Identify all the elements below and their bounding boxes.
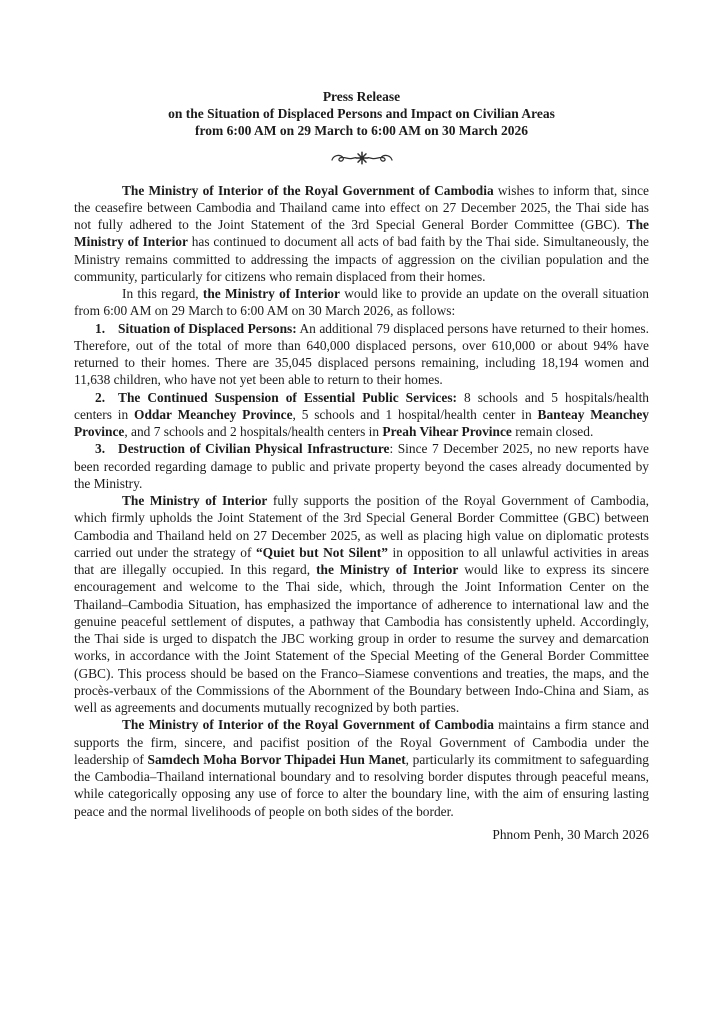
body-paragraph	[74, 492, 649, 716]
body-paragraph	[74, 182, 649, 286]
bold-text-run: Preah Vihear Province	[382, 424, 512, 440]
text-run: , 5 schools and 1 hospital/health center in	[292, 406, 538, 422]
text-run: fully supports the position of the Royal Government of Cambodia, which firmly upholds the Joint Statement of the 3rd Special General Border Committee (GBC) between Cambodia and Thailand held on 27 December 2025, as well as placing high value on diplomatic protests carried out under the strategy of	[74, 493, 649, 560]
text-run: wishes to inform that, since the ceasefire between Cambodia and Thailand came into effect on 27 December 2025, the Thai side has not fully adhered to the Joint Statement of the 3rd Special General Border Committee (GBC).	[74, 182, 649, 233]
title-line-2: on the Situation of Displaced Persons and Impact on Civilian Areas	[168, 106, 555, 122]
text-run: would like to provide an update on the overall situation from 6:00 AM on 29 March to 6:00 AM on 30 March 2026, as follows:	[74, 286, 649, 319]
text-run: An additional 79 displaced persons have returned to their homes. Therefore, out of the total of more than 640,000 displaced persons, over 610,000 or about 94% have returned to their homes. There are 35,045 displaced persons remaining, including 18,194 women and 11,638 children, who have not yet been able to return to their homes.	[74, 320, 649, 388]
text-run: in opposition to all unlawful activities in areas that are illegally occupied. In this regard,	[74, 544, 649, 578]
list-number: 1.	[95, 320, 106, 336]
dateline: Phnom Penh, 30 March 2026	[492, 826, 649, 842]
text-run: In this regard,	[122, 286, 203, 302]
bold-text-run: Samdech Moha Borvor Thipadei Hun Manet	[147, 751, 406, 767]
text-run: , particularly its commitment to safeguarding the Cambodia–Thailand international boundary and to resolving border disputes through peaceful means, while categorically opposing any use of force to alter the boundary line, with the aim of ensuring lasting peace and the normal livelihoods of people on both sides of the border.	[74, 751, 649, 819]
text-run: has continued to document all acts of bad faith by the Thai side. Simultaneously, the Ministry remains committed to addressing the impacts of aggression on the civilian population and the community, particularly for citizens who remain displaced from their homes.	[74, 234, 649, 284]
bold-text-run: the Ministry of Interior	[202, 286, 340, 302]
document-content	[74, 88, 649, 843]
body-paragraph	[74, 716, 649, 820]
bold-text-run: Oddar Meanchey Province	[134, 406, 293, 422]
bold-text-run: Situation of Displaced Persons:	[118, 320, 297, 336]
body-paragraph	[74, 285, 649, 320]
text-run: 8 schools and 5 hospitals/health centers in	[74, 389, 650, 422]
document-title	[74, 88, 649, 140]
bold-text-run: “Quiet but Not Silent”	[255, 544, 388, 560]
title-line-3: from 6:00 AM on 29 March to 6:00 AM on 30 March 2026	[195, 123, 528, 139]
bold-text-run: The Ministry of Interior of the Royal Government of Cambodia	[122, 717, 494, 733]
text-run: maintains a firm stance and supports the firm, sincere, and pacifist position of the Royal Government of Cambodia under the leadership of	[74, 717, 650, 767]
text-run: : Since 7 December 2025, no new reports have been recorded regarding damage to public and private property beyond the cases already documented by the Ministry.	[74, 441, 649, 491]
bold-text-run: Destruction of Civilian Physical Infrastructure	[118, 441, 390, 457]
bold-text-run: The Ministry of Interior of the Royal Government of Cambodia	[122, 182, 494, 198]
text-run: would like to express its sincere encouragement and welcome to the Thai side, which, through the Joint Information Center on the Thailand–Cambodia Situation, has emphasized the importance of adherence to international law and the genuine peaceful settlement of disputes, a pathway that Cambodia has consistently upheld. Accordingly, the Thai side is urged to dispatch the JBC working group in order to resume the survey and demarcation works, in accordance with the Joint Statement of the Special Meeting of the General Border Committee (GBC). This process should be based on the Franco–Siamese conventions and treaties, the maps, and the procès-verbaux of the Commissions of the Abornment of the Boundary between Indo-China and Siam, as well as agreements and documents mutually recognized by both parties.	[74, 562, 649, 716]
numbered-paragraph	[74, 440, 649, 492]
document-body	[74, 182, 649, 820]
list-number: 2.	[95, 389, 106, 405]
text-run: remain closed.	[511, 424, 594, 440]
list-number: 3.	[95, 441, 106, 457]
numbered-paragraph	[74, 389, 649, 441]
bold-text-run: Banteay Meanchey Province	[74, 406, 649, 440]
bold-text-run: the Ministry of Interior	[316, 562, 459, 578]
floral-divider-icon	[74, 148, 649, 168]
bold-text-run: The Ministry of Interior	[74, 217, 649, 250]
bold-text-run: The Ministry of Interior	[122, 493, 268, 509]
numbered-paragraph	[74, 320, 649, 389]
title-line-1: Press Release	[322, 89, 401, 104]
bold-text-run: The Continued Suspension of Essential Public Services:	[118, 389, 457, 405]
text-run: , and 7 schools and 2 hospitals/health centers in	[124, 424, 383, 440]
